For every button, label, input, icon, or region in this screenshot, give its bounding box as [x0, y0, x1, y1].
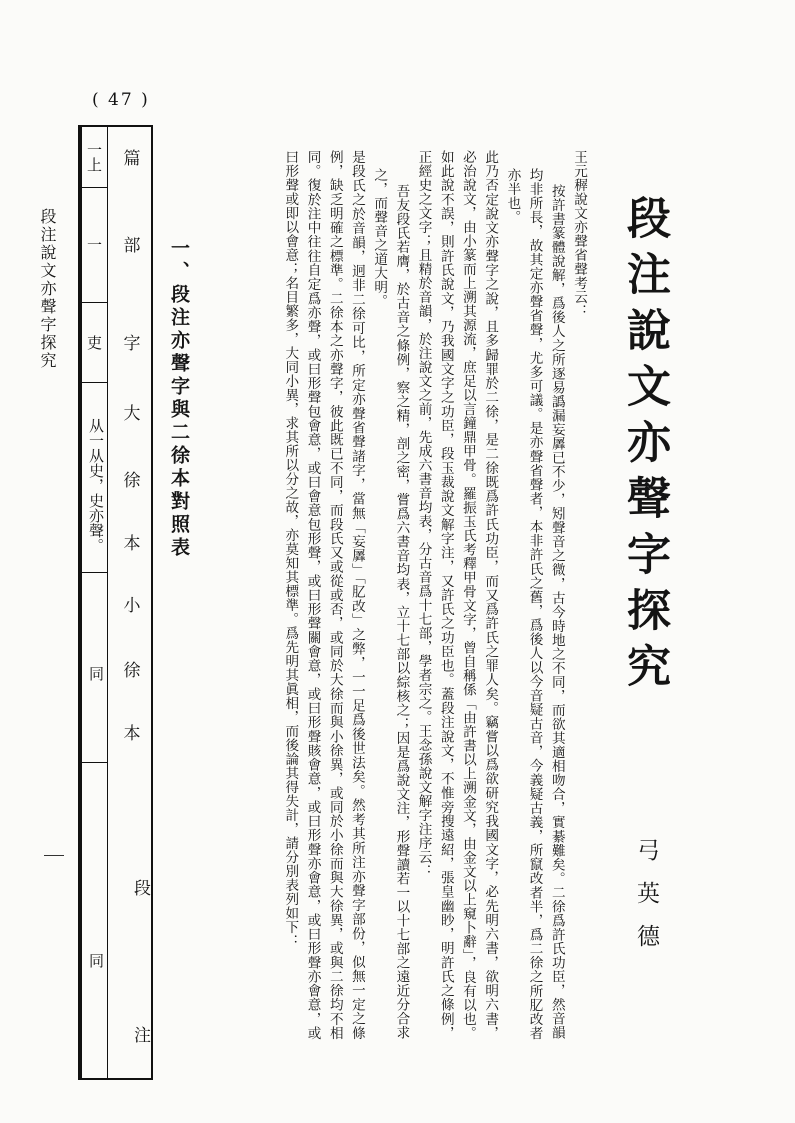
- intro-paragraph: 王元稺說文亦聲省聲考云：: [571, 150, 587, 318]
- table-header-cell: 本: [119, 533, 140, 551]
- table-cell: 吏: [85, 334, 103, 350]
- table-row: [82, 127, 108, 1078]
- table-header-cell: 字: [119, 333, 140, 351]
- table-cell: 同: [87, 952, 105, 968]
- table-cell: 一: [85, 237, 103, 252]
- table-header-cell: 篇: [119, 148, 140, 166]
- table-header-row: [107, 127, 153, 1078]
- article-title: 段注說文亦聲字探究: [619, 195, 670, 699]
- table-cell: 从一从史，史亦聲。: [87, 417, 105, 553]
- scan-mark: [44, 855, 64, 856]
- section-heading: 一、段注亦聲字與二徐本對照表: [168, 238, 190, 560]
- table-header-cell: 段: [130, 878, 150, 896]
- quote-paragraph: 按許書篆體說解，爲後人之所逐易譌漏妄羼已不少，矧聲音之微，古今時地之不同，而欲其適相吻合，實綦難矣。二徐爲許氏功臣，然音韻均非所長，故其定亦聲省聲，尤多可議。是亦聲省聲者，本非許氏之舊，爲後人以今音疑古音，今義疑古義，所竄改者半，爲二徐之所肊改者亦半也。: [504, 168, 565, 1040]
- table-cell: 同: [87, 665, 105, 681]
- running-head: 段注說文亦聲字探究: [38, 208, 57, 370]
- table-header-cell: 本: [119, 723, 140, 741]
- author-name: 弓英德: [633, 838, 659, 967]
- table-header-cell: 小: [119, 596, 140, 613]
- body-paragraph: 此乃否定說文亦聲字之說，且多歸罪於二徐，是二徐既爲許氏功臣，而又爲許氏之罪人矣。竊嘗以爲欲研究我國文字，必先明六書，欲明六書，必治說文，由小篆而上溯其源流，庶足以言鐘鼎甲骨。羅振玉氏考釋甲骨文字，曾自稱係「由許書以上溯金文，由金文以上窺卜辭」，良有以也。如此說不誤，則許氏說文，乃我國文字之功臣，段玉裁說文解字注，又許氏之功臣也。蓋段注說文，不惟旁搜遠紹，張皇幽眇，明許氏之條例，正經史之文字；且精於音韻，於注說文之前，先成六書音均表，分古音爲十七部，學者宗之。王念孫說文解字注序云：: [415, 150, 499, 1040]
- body-text: [215, 150, 590, 1040]
- table-header-cell: 徐: [119, 661, 140, 678]
- comparison-table: [78, 125, 153, 1080]
- table-cell: 一上: [85, 142, 103, 172]
- table-header-cell: 注: [130, 1026, 150, 1043]
- quote-paragraph: 吾友段氏若膺，於古音之條例，察之精，剖之密，嘗爲六書音均表，立十七部以綜核之；因是爲說文注，形聲讀若一以十七部之遠近分合求之，而聲音之道大明。: [371, 168, 410, 1040]
- body-paragraph: 是段氏之於音韻，迥非二徐可比，所定亦聲省聲諸字，當無「妄羼」「肊改」之弊，一一足爲後世法矣。然考其所注亦聲字部份，似無一定之條例，缺乏明確之標準。二徐本之亦聲字，彼此既已不同，而段氏又或從或否，或同於大徐而與小徐異，或同於小徐而與大徐異，或與二徐均不相同。復於注中往往自定爲亦聲，或曰形聲包會意，或曰會意包形聲，或曰形聲關會意，或曰形聲賅會意，或曰形聲亦會意，或曰形聲亦會意，或曰形聲或即以會意；名目繁多，大同小異，求其所以分之故，亦莫知其標準。爲先明其眞相，而後論其得失計，請分別表列如下：: [282, 150, 365, 1040]
- table-header-cell: 部: [119, 236, 140, 253]
- table-header-cell: 大: [119, 403, 140, 421]
- page-number: ( 47 ): [92, 90, 150, 110]
- table-header-cell: 徐: [119, 471, 140, 488]
